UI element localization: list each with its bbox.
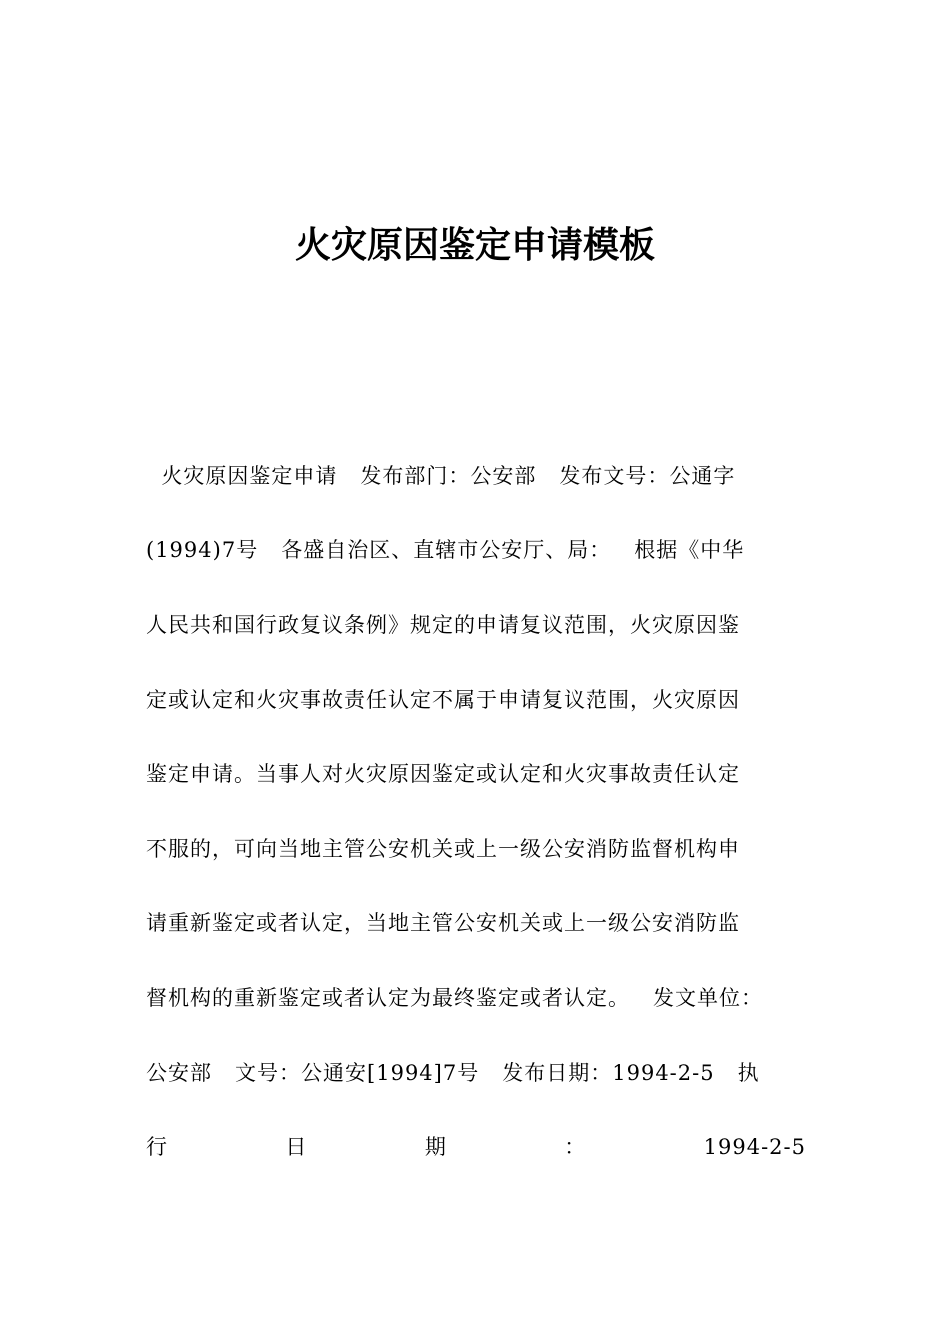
body-line-3: 人民共和国行政复议条例》规定的申请复议范围，火灾原因鉴 (146, 613, 740, 637)
last-line-part-3: 期 (424, 1135, 447, 1159)
last-line-part-5: 1994-2-5 (703, 1135, 806, 1159)
body-line-7: 请重新鉴定或者认定，当地主管公安机关或上一级公安消防监 (146, 911, 740, 935)
document-title: 火灾原因鉴定申请模板 (294, 225, 655, 266)
body-line-6: 不服的，可向当地主管公安机关或上一级公安消防监督机构申 (146, 837, 740, 861)
body-line-4: 定或认定和火灾事故责任认定不属于申请复议范围，火灾原因 (146, 688, 740, 712)
body-line-9: 公安部 文号：公通安[1994]7号 发布日期：1994-2-5 执 (146, 1061, 760, 1085)
last-line-part-2: 日 (285, 1135, 308, 1159)
body-line-2: (1994)7号 各盛自治区、直辖市公安厅、局： 根据《中华 (146, 538, 745, 562)
body-line-10 (146, 1127, 806, 1167)
body-line-5: 鉴定申请。当事人对火灾原因鉴定或认定和火灾事故责任认定 (146, 762, 740, 786)
last-line-part-4: ： (564, 1135, 587, 1159)
last-line-part-1: 行 (146, 1135, 168, 1159)
body-line-1: 火灾原因鉴定申请 发布部门：公安部 发布文号：公通字 (146, 464, 736, 488)
body-line-8: 督机构的重新鉴定或者认定为最终鉴定或者认定。 发文单位： (146, 986, 764, 1010)
